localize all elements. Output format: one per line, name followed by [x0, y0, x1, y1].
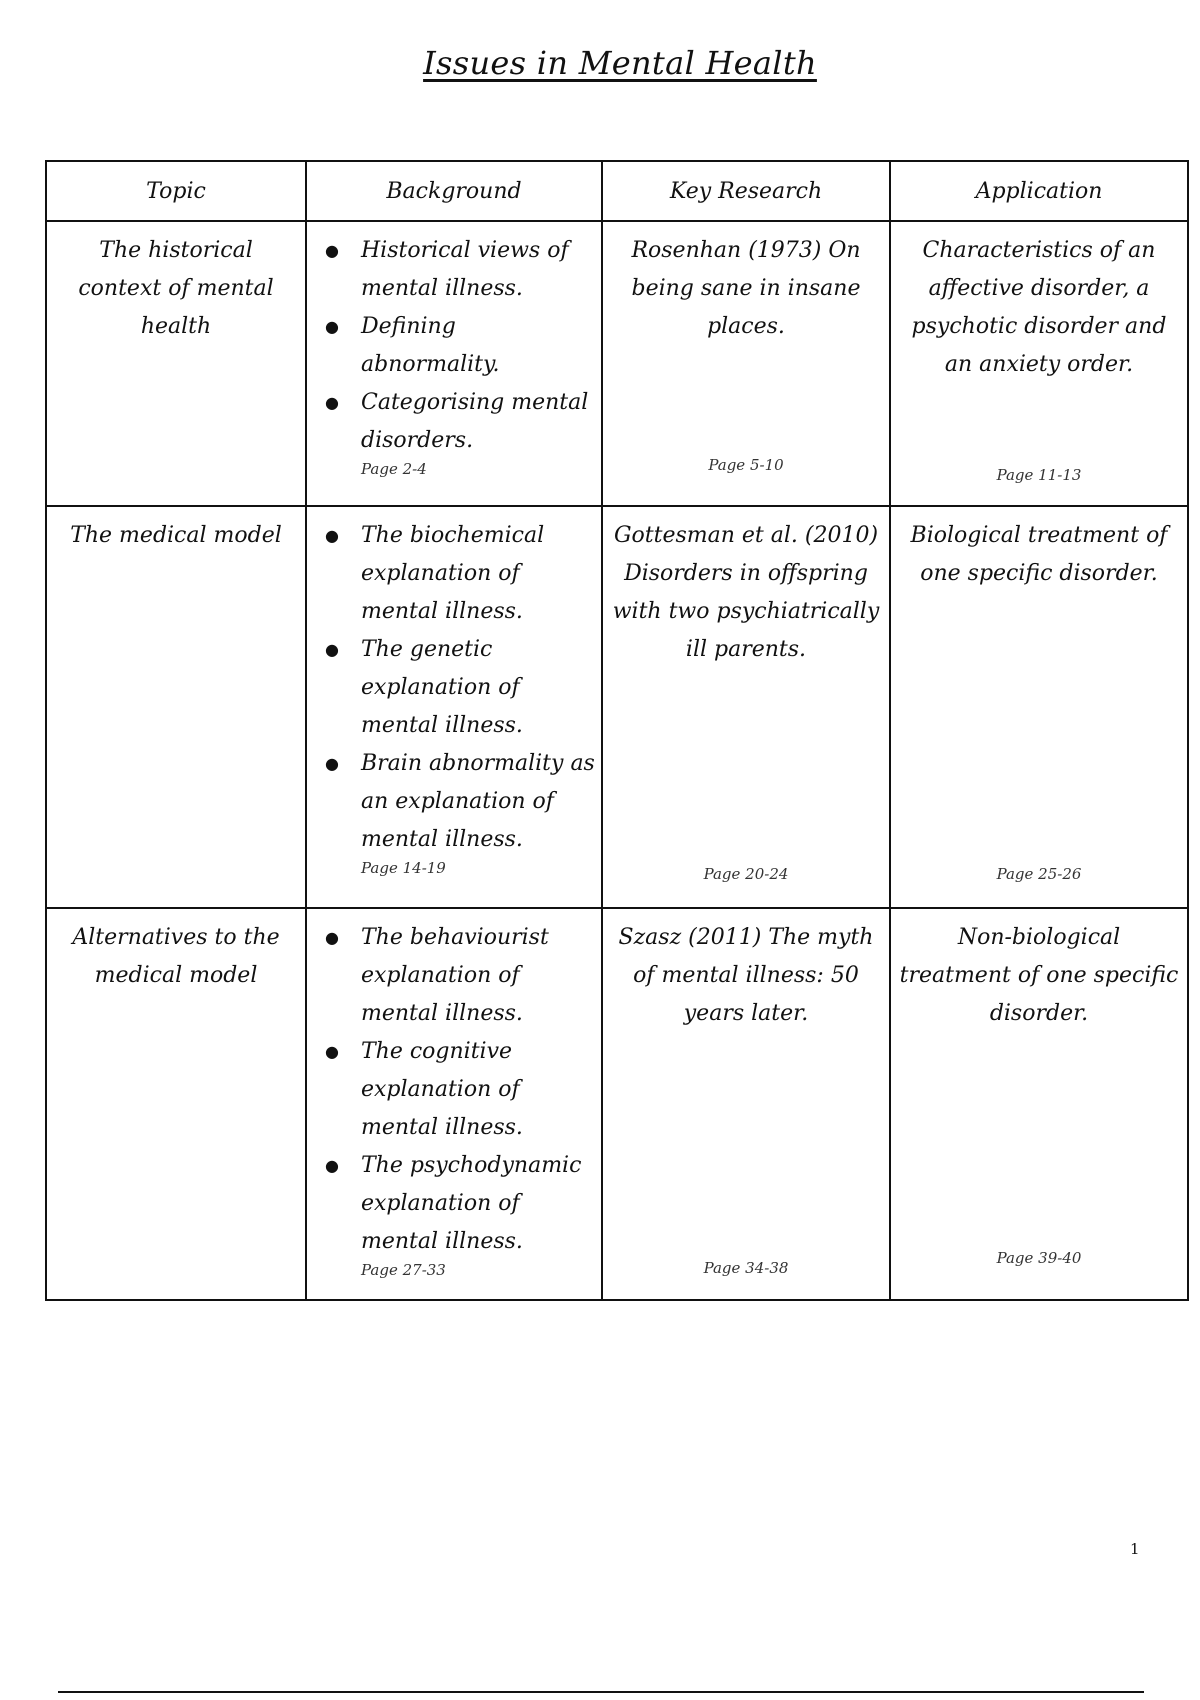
application-page-ref: Page 39-40	[996, 1249, 1082, 1267]
list-item: ● The psychodynamic explanation of mental illness.	[361, 1147, 595, 1261]
research-cell	[602, 908, 890, 1300]
background-list	[307, 909, 601, 1261]
key-research-text: Gottesman et al. (2010) Disorders in offspring with two psychiatrically ill parents.	[612, 523, 880, 662]
application-text: Characteristics of an affective disorder, a psychotic disorder and an anxiety order.	[911, 238, 1167, 377]
background-page-ref: Page 27-33	[361, 1261, 446, 1279]
list-item: ● The behaviourist explanation of mental illness.	[361, 919, 595, 1033]
application-cell	[890, 908, 1188, 1300]
list-item: ● The genetic explanation of mental illness.	[361, 631, 595, 745]
list-item: ● The biochemical explanation of mental illness.	[361, 517, 595, 631]
header-application: Application	[890, 161, 1188, 221]
key-research-text: Rosenhan (1973) On being sane in insane places.	[631, 238, 861, 339]
topic-title: The historical context of mental health	[78, 238, 274, 339]
research-cell	[602, 506, 890, 908]
list-item: ● Historical views of mental illness.	[361, 232, 595, 308]
background-page-ref: Page 14-19	[361, 859, 446, 877]
topic-table	[45, 160, 1189, 1301]
background-list	[307, 507, 601, 859]
header-background: Background	[306, 161, 602, 221]
list-item: ● Categorising mental disorders.	[361, 384, 595, 460]
topic-title: Alternatives to the medical model	[72, 925, 280, 988]
application-text: Non-biological treatment of one specific disorder.	[899, 925, 1179, 1026]
application-page-ref: Page 11-13	[996, 466, 1082, 484]
table-header-row	[46, 161, 1188, 221]
research-page-ref: Page 34-38	[703, 1259, 789, 1277]
topic-cell	[46, 506, 306, 908]
list-item: ● The cognitive explanation of mental illness.	[361, 1033, 595, 1147]
application-cell	[890, 221, 1188, 506]
background-list	[307, 222, 601, 460]
table-row	[46, 908, 1188, 1300]
background-page-ref: Page 2-4	[361, 460, 427, 478]
application-cell	[890, 506, 1188, 908]
table-row	[46, 221, 1188, 506]
list-item: ● Brain abnormality as an explanation of mental illness.	[361, 745, 595, 859]
application-page-ref: Page 25-26	[996, 865, 1082, 883]
research-cell	[602, 221, 890, 506]
application-text: Biological treatment of one specific disorder.	[910, 523, 1168, 586]
page-title: Issues in Mental Health	[423, 44, 817, 82]
background-cell	[306, 506, 602, 908]
header-key-research: Key Research	[602, 161, 890, 221]
list-item: ● Defining abnormality.	[361, 308, 595, 384]
page-number: 1	[1130, 1540, 1140, 1558]
background-cell	[306, 221, 602, 506]
key-research-text: Szasz (2011) The myth of mental illness: 50 years later.	[618, 925, 874, 1026]
research-page-ref: Page 20-24	[703, 865, 789, 883]
topic-title: The medical model	[70, 523, 282, 548]
research-page-ref: Page 5-10	[708, 456, 784, 474]
table-row	[46, 506, 1188, 908]
background-cell	[306, 908, 602, 1300]
footer-rule	[58, 1691, 1144, 1693]
topic-cell	[46, 221, 306, 506]
topic-cell	[46, 908, 306, 1300]
header-topic: Topic	[46, 161, 306, 221]
